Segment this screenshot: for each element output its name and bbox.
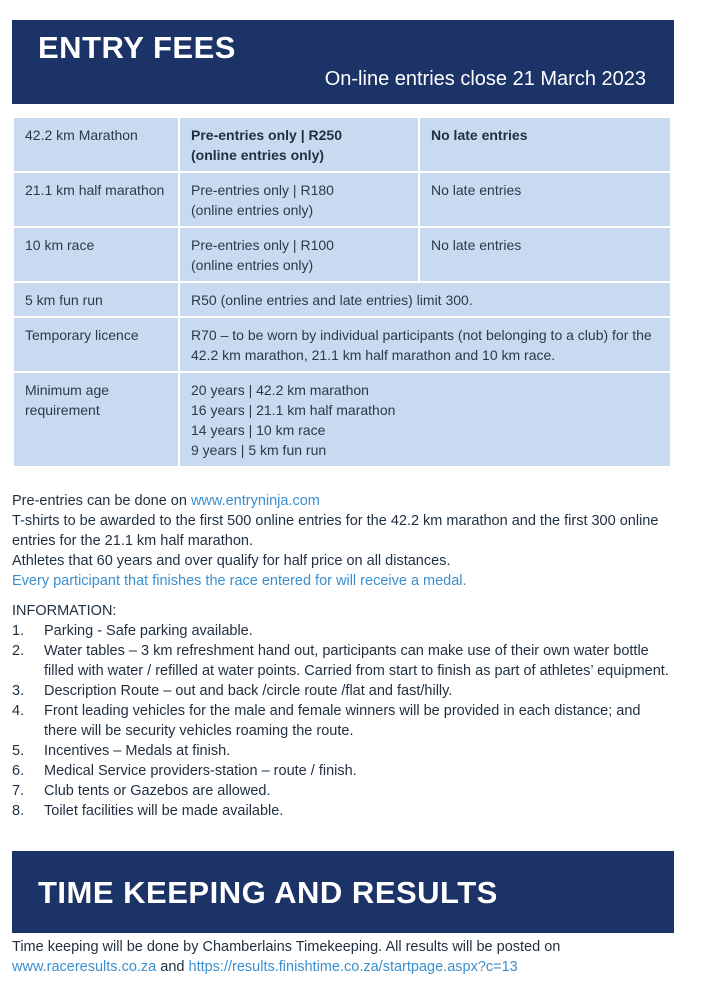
half-price-note: Athletes that 60 years and over qualify for half price on all distances. xyxy=(12,553,451,569)
late-entries-cell: No late entries xyxy=(419,117,671,172)
list-item xyxy=(12,701,677,741)
information-heading: INFORMATION: xyxy=(12,603,117,619)
item-number: 5. xyxy=(12,743,25,759)
item-text: Front leading vehicles for the male and female winners will be provided in each distance; and there will be security vehicles roaming the route. xyxy=(44,703,641,739)
item-text: Description Route – out and back /circle route /flat and fast/hilly. xyxy=(44,683,453,699)
list-item xyxy=(12,801,677,821)
age-line: 20 years | 42.2 km marathon xyxy=(191,382,369,398)
list-item xyxy=(12,761,677,781)
fee-cell: R50 (online entries and late entries) limit 300. xyxy=(179,282,671,317)
table-row xyxy=(13,172,671,227)
tshirts-note: T-shirts to be awarded to the first 500 online entries for the 42.2 km marathon and the first 300 online entries for the 21.1 km half marathon. xyxy=(12,513,659,549)
category-cell: 42.2 km Marathon xyxy=(13,117,179,172)
late-entries-cell: No late entries xyxy=(419,227,671,282)
list-item xyxy=(12,641,677,681)
item-text: Club tents or Gazebos are allowed. xyxy=(44,783,271,799)
item-text: Incentives – Medals at finish. xyxy=(44,743,231,759)
age-line: 16 years | 21.1 km half marathon xyxy=(191,402,396,418)
list-item xyxy=(12,681,677,701)
fee-cell xyxy=(179,227,419,282)
time-keeping-title: TIME KEEPING AND RESULTS xyxy=(38,875,498,910)
fee-line: Pre-entries only | R100 xyxy=(191,237,334,253)
fee-line: Pre-entries only | R250 xyxy=(191,127,342,143)
list-item xyxy=(12,781,677,801)
entry-fees-table xyxy=(12,116,672,468)
table-row xyxy=(13,317,671,372)
age-line: 14 years | 10 km race xyxy=(191,422,326,438)
age-line: 9 years | 5 km fun run xyxy=(191,442,327,458)
item-text: Water tables – 3 km refreshment hand out, participants can make use of their own water bottle filled with water / refilled at water points. Carried from start to finish as part of athletes’ equipment. xyxy=(44,643,669,679)
medal-note: Every participant that finishes the race entered for will receive a medal. xyxy=(12,573,467,589)
item-number: 1. xyxy=(12,623,25,639)
late-entries-cell: No late entries xyxy=(419,172,671,227)
list-item xyxy=(12,621,677,641)
item-number: 8. xyxy=(12,803,25,819)
entry-fees-title: ENTRY FEES xyxy=(38,30,236,65)
item-number: 6. xyxy=(12,763,25,779)
fee-cell: R70 – to be worn by individual participants (not belonging to a club) for the 42.2 km marathon, 21.1 km half marathon and 10 km race. xyxy=(179,317,671,372)
pre-entries-text: Pre-entries can be done on xyxy=(12,493,191,509)
table-row xyxy=(13,372,671,467)
finishtime-link[interactable]: https://results.finishtime.co.za/startpage.aspx?c=13 xyxy=(188,959,518,975)
category-cell: 5 km fun run xyxy=(13,282,179,317)
table-row xyxy=(13,117,671,172)
item-number: 2. xyxy=(12,643,25,659)
item-text: Medical Service providers-station – route / finish. xyxy=(44,763,357,779)
item-text: Toilet facilities will be made available. xyxy=(44,803,284,819)
time-keeping-text xyxy=(12,937,682,977)
table-row xyxy=(13,227,671,282)
information-list xyxy=(12,621,677,821)
category-cell: 21.1 km half marathon xyxy=(13,172,179,227)
pre-entries-note xyxy=(12,491,682,511)
list-item xyxy=(12,741,677,761)
information-section xyxy=(12,601,677,821)
category-cell: 10 km race xyxy=(13,227,179,282)
item-number: 3. xyxy=(12,683,25,699)
age-requirements-cell xyxy=(179,372,671,467)
entry-fees-banner xyxy=(12,20,674,104)
fee-note: (online entries only) xyxy=(191,147,325,163)
entry-notes xyxy=(12,491,682,591)
fee-line: Pre-entries only | R180 xyxy=(191,182,334,198)
time-keeping-description: Time keeping will be done by Chamberlains Timekeeping. All results will be posted on xyxy=(12,939,561,955)
fee-note: (online entries only) xyxy=(191,202,314,218)
and-text: and xyxy=(156,959,189,975)
fee-cell xyxy=(179,117,419,172)
item-text: Parking - Safe parking available. xyxy=(44,623,253,639)
item-number: 4. xyxy=(12,703,25,719)
fee-note: (online entries only) xyxy=(191,257,314,273)
table-row xyxy=(13,282,671,317)
raceresults-link[interactable]: www.raceresults.co.za xyxy=(12,959,157,975)
fee-cell xyxy=(179,172,419,227)
item-number: 7. xyxy=(12,783,25,799)
time-keeping-banner xyxy=(12,851,674,933)
results-links xyxy=(12,957,682,977)
category-cell: Temporary licence xyxy=(13,317,179,372)
entries-close-date: On-line entries close 21 March 2023 xyxy=(324,68,646,90)
entryninja-link[interactable]: www.entryninja.com xyxy=(190,493,320,509)
category-cell: Minimum age requirement xyxy=(13,372,179,467)
